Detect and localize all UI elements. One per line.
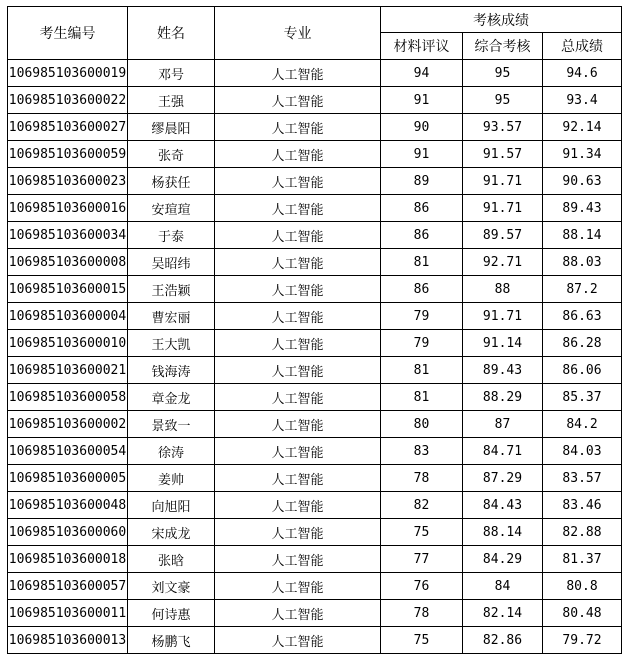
cell-material: 75 — [381, 627, 463, 654]
cell-name: 刘文豪 — [128, 573, 215, 600]
cell-total: 90.63 — [543, 168, 622, 195]
cell-total: 83.46 — [543, 492, 622, 519]
table-body — [8, 60, 622, 654]
cell-total: 92.14 — [543, 114, 622, 141]
cell-major: 人工智能 — [215, 168, 381, 195]
table-row — [8, 546, 622, 573]
cell-total: 80.8 — [543, 573, 622, 600]
table-row — [8, 249, 622, 276]
cell-comprehensive: 91.14 — [463, 330, 543, 357]
header-major: 专业 — [215, 7, 381, 60]
cell-total: 85.37 — [543, 384, 622, 411]
cell-name: 张晗 — [128, 546, 215, 573]
cell-material: 76 — [381, 573, 463, 600]
cell-name: 安瑄瑄 — [128, 195, 215, 222]
cell-major: 人工智能 — [215, 519, 381, 546]
cell-id: 106985103600060 — [8, 519, 128, 546]
cell-total: 81.37 — [543, 546, 622, 573]
table-row — [8, 114, 622, 141]
cell-major: 人工智能 — [215, 114, 381, 141]
cell-total: 91.34 — [543, 141, 622, 168]
cell-material: 91 — [381, 141, 463, 168]
cell-material: 90 — [381, 114, 463, 141]
cell-total: 86.06 — [543, 357, 622, 384]
cell-material: 94 — [381, 60, 463, 87]
cell-name: 杨获任 — [128, 168, 215, 195]
cell-total: 87.2 — [543, 276, 622, 303]
cell-comprehensive: 84.71 — [463, 438, 543, 465]
cell-name: 徐涛 — [128, 438, 215, 465]
cell-major: 人工智能 — [215, 141, 381, 168]
table-row — [8, 303, 622, 330]
cell-major: 人工智能 — [215, 465, 381, 492]
cell-name: 吴昭纬 — [128, 249, 215, 276]
cell-id: 106985103600058 — [8, 384, 128, 411]
table-row — [8, 411, 622, 438]
cell-comprehensive: 88.29 — [463, 384, 543, 411]
cell-major: 人工智能 — [215, 87, 381, 114]
cell-name: 宋成龙 — [128, 519, 215, 546]
cell-total: 88.03 — [543, 249, 622, 276]
header-assessment-group: 考核成绩 — [381, 7, 622, 33]
table-row — [8, 600, 622, 627]
cell-total: 89.43 — [543, 195, 622, 222]
cell-major: 人工智能 — [215, 249, 381, 276]
cell-material: 78 — [381, 465, 463, 492]
cell-major: 人工智能 — [215, 60, 381, 87]
table-header — [8, 7, 622, 60]
cell-comprehensive: 91.71 — [463, 303, 543, 330]
cell-name: 章金龙 — [128, 384, 215, 411]
cell-comprehensive: 91.71 — [463, 195, 543, 222]
cell-material: 86 — [381, 222, 463, 249]
cell-id: 106985103600048 — [8, 492, 128, 519]
cell-id: 106985103600023 — [8, 168, 128, 195]
cell-comprehensive: 95 — [463, 87, 543, 114]
table-row — [8, 465, 622, 492]
cell-total: 86.63 — [543, 303, 622, 330]
cell-name: 杨鹏飞 — [128, 627, 215, 654]
header-id: 考生编号 — [8, 7, 128, 60]
cell-major: 人工智能 — [215, 222, 381, 249]
cell-id: 106985103600019 — [8, 60, 128, 87]
cell-comprehensive: 87.29 — [463, 465, 543, 492]
cell-id: 106985103600010 — [8, 330, 128, 357]
cell-major: 人工智能 — [215, 600, 381, 627]
cell-material: 89 — [381, 168, 463, 195]
cell-material: 79 — [381, 330, 463, 357]
cell-comprehensive: 95 — [463, 60, 543, 87]
cell-comprehensive: 88.14 — [463, 519, 543, 546]
cell-material: 83 — [381, 438, 463, 465]
cell-id: 106985103600018 — [8, 546, 128, 573]
cell-id: 106985103600059 — [8, 141, 128, 168]
cell-id: 106985103600054 — [8, 438, 128, 465]
table-row — [8, 573, 622, 600]
table-row — [8, 357, 622, 384]
cell-material: 80 — [381, 411, 463, 438]
cell-comprehensive: 91.57 — [463, 141, 543, 168]
cell-name: 邓号 — [128, 60, 215, 87]
cell-major: 人工智能 — [215, 330, 381, 357]
cell-material: 86 — [381, 195, 463, 222]
cell-major: 人工智能 — [215, 303, 381, 330]
cell-name: 景致一 — [128, 411, 215, 438]
cell-name: 何诗惠 — [128, 600, 215, 627]
cell-material: 86 — [381, 276, 463, 303]
cell-material: 77 — [381, 546, 463, 573]
cell-id: 106985103600011 — [8, 600, 128, 627]
cell-major: 人工智能 — [215, 357, 381, 384]
cell-name: 缪晨阳 — [128, 114, 215, 141]
cell-major: 人工智能 — [215, 546, 381, 573]
cell-total: 86.28 — [543, 330, 622, 357]
cell-id: 106985103600027 — [8, 114, 128, 141]
cell-name: 王浩颖 — [128, 276, 215, 303]
cell-id: 106985103600002 — [8, 411, 128, 438]
cell-material: 81 — [381, 384, 463, 411]
cell-major: 人工智能 — [215, 438, 381, 465]
cell-material: 75 — [381, 519, 463, 546]
cell-id: 106985103600016 — [8, 195, 128, 222]
cell-id: 106985103600015 — [8, 276, 128, 303]
cell-comprehensive: 92.71 — [463, 249, 543, 276]
cell-major: 人工智能 — [215, 627, 381, 654]
cell-comprehensive: 82.14 — [463, 600, 543, 627]
header-material: 材料评议 — [381, 33, 463, 60]
table-row — [8, 195, 622, 222]
cell-material: 91 — [381, 87, 463, 114]
cell-comprehensive: 89.57 — [463, 222, 543, 249]
cell-comprehensive: 91.71 — [463, 168, 543, 195]
cell-comprehensive: 84.29 — [463, 546, 543, 573]
cell-id: 106985103600008 — [8, 249, 128, 276]
cell-id: 106985103600005 — [8, 465, 128, 492]
cell-comprehensive: 89.43 — [463, 357, 543, 384]
cell-comprehensive: 84 — [463, 573, 543, 600]
cell-total: 80.48 — [543, 600, 622, 627]
table-row — [8, 168, 622, 195]
cell-total: 93.4 — [543, 87, 622, 114]
cell-id: 106985103600057 — [8, 573, 128, 600]
table-row — [8, 492, 622, 519]
header-name: 姓名 — [128, 7, 215, 60]
header-comprehensive: 综合考核 — [463, 33, 543, 60]
table-row — [8, 519, 622, 546]
cell-comprehensive: 87 — [463, 411, 543, 438]
cell-material: 81 — [381, 357, 463, 384]
table-row — [8, 222, 622, 249]
cell-total: 83.57 — [543, 465, 622, 492]
cell-total: 94.6 — [543, 60, 622, 87]
cell-id: 106985103600021 — [8, 357, 128, 384]
cell-total: 88.14 — [543, 222, 622, 249]
table-row — [8, 330, 622, 357]
cell-material: 79 — [381, 303, 463, 330]
cell-comprehensive: 88 — [463, 276, 543, 303]
cell-name: 王强 — [128, 87, 215, 114]
cell-total: 84.03 — [543, 438, 622, 465]
cell-total: 82.88 — [543, 519, 622, 546]
cell-name: 向旭阳 — [128, 492, 215, 519]
cell-name: 张奇 — [128, 141, 215, 168]
cell-major: 人工智能 — [215, 384, 381, 411]
cell-major: 人工智能 — [215, 276, 381, 303]
cell-id: 106985103600034 — [8, 222, 128, 249]
table-row — [8, 384, 622, 411]
cell-material: 78 — [381, 600, 463, 627]
cell-id: 106985103600022 — [8, 87, 128, 114]
cell-id: 106985103600013 — [8, 627, 128, 654]
cell-major: 人工智能 — [215, 492, 381, 519]
table-row — [8, 141, 622, 168]
cell-name: 钱海涛 — [128, 357, 215, 384]
cell-name: 姜帅 — [128, 465, 215, 492]
table-row — [8, 87, 622, 114]
cell-comprehensive: 84.43 — [463, 492, 543, 519]
cell-total: 84.2 — [543, 411, 622, 438]
score-table — [7, 6, 622, 654]
header-total: 总成绩 — [543, 33, 622, 60]
cell-major: 人工智能 — [215, 195, 381, 222]
table-row — [8, 276, 622, 303]
cell-name: 王大凯 — [128, 330, 215, 357]
cell-id: 106985103600004 — [8, 303, 128, 330]
cell-comprehensive: 82.86 — [463, 627, 543, 654]
cell-name: 于泰 — [128, 222, 215, 249]
table-row — [8, 60, 622, 87]
cell-total: 79.72 — [543, 627, 622, 654]
cell-material: 82 — [381, 492, 463, 519]
table-row — [8, 627, 622, 654]
cell-material: 81 — [381, 249, 463, 276]
cell-major: 人工智能 — [215, 411, 381, 438]
cell-comprehensive: 93.57 — [463, 114, 543, 141]
cell-major: 人工智能 — [215, 573, 381, 600]
table-row — [8, 438, 622, 465]
cell-name: 曹宏丽 — [128, 303, 215, 330]
